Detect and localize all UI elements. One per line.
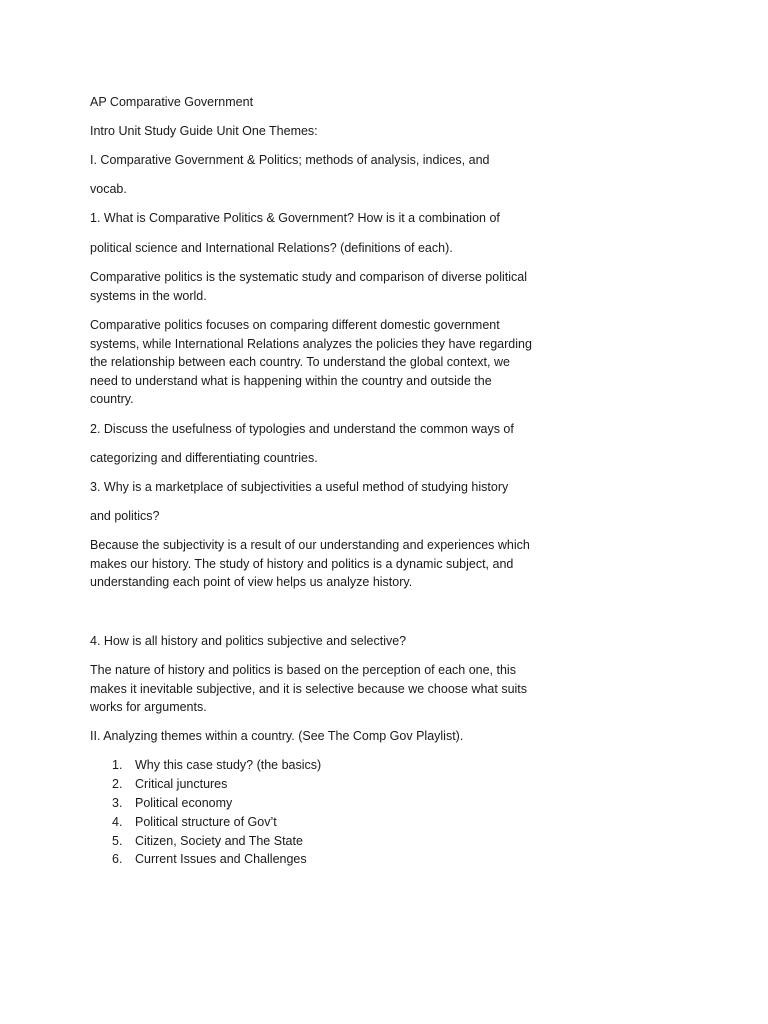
question-4: 4. How is all history and politics subjective and selective? xyxy=(90,634,407,648)
question-1-line-2: political science and International Relations? (definitions of each). xyxy=(90,241,453,255)
list-number: 4. xyxy=(112,814,123,829)
section-two-heading: II. Analyzing themes within a country. (See The Comp Gov Playlist). xyxy=(90,729,464,743)
answer-line: works for arguments. xyxy=(90,700,207,715)
answer-line: makes our history. The study of history and politics is a dynamic subject, and xyxy=(90,556,514,571)
list-number: 6. xyxy=(112,852,123,867)
answer-line: the relationship between each country. To understand the global context, we xyxy=(90,355,510,370)
list-text: Citizen, Society and The State xyxy=(135,833,303,848)
answer-line: systems, while International Relations analyzes the policies they have regarding xyxy=(90,336,532,351)
list-text: Political economy xyxy=(135,795,233,810)
list-text: Current Issues and Challenges xyxy=(135,852,307,867)
answer-1b-paragraph xyxy=(90,316,540,409)
list-text: Critical junctures xyxy=(135,776,228,791)
answer-line: makes it inevitable subjective, and it is selective because we choose what suits xyxy=(90,681,528,696)
list-text: Why this case study? (the basics) xyxy=(135,758,322,772)
answer-line: Comparative politics is the systematic study and comparison of diverse political xyxy=(90,270,527,284)
answer-line: Comparative politics focuses on comparing different domestic government xyxy=(90,318,500,332)
study-guide-heading: Intro Unit Study Guide Unit One Themes: xyxy=(90,124,318,138)
list-number: 2. xyxy=(112,776,123,791)
answer-line: understanding each point of view helps us analyze history. xyxy=(90,575,413,590)
answer-line: need to understand what is happening within the country and outside the xyxy=(90,373,492,388)
question-3-line-1: 3. Why is a marketplace of subjectivities a useful method of studying history xyxy=(90,480,509,494)
question-2-line-2: categorizing and differentiating countries. xyxy=(90,451,318,465)
course-title: AP Comparative Government xyxy=(90,95,254,109)
list-text: Political structure of Gov’t xyxy=(135,814,277,829)
question-2-line-1: 2. Discuss the usefulness of typologies and understand the common ways of xyxy=(90,422,514,436)
answer-1a-paragraph xyxy=(90,268,540,305)
answer-line: country. xyxy=(90,392,134,407)
answer-line: The nature of history and politics is based on the perception of each one, this xyxy=(90,663,516,677)
section-one-heading-line-1: I. Comparative Government & Politics; methods of analysis, indices, and xyxy=(90,153,490,167)
answer-3-paragraph xyxy=(90,536,540,592)
answer-line: systems in the world. xyxy=(90,288,207,303)
answer-4-paragraph xyxy=(90,661,540,717)
list-number: 3. xyxy=(112,795,123,810)
answer-line: Because the subjectivity is a result of our understanding and experiences which xyxy=(90,538,530,552)
list-number: 1. xyxy=(112,758,123,772)
list-number: 5. xyxy=(112,833,123,848)
question-3-line-2: and politics? xyxy=(90,509,160,523)
question-1-line-1: 1. What is Comparative Politics & Government? How is it a combination of xyxy=(90,211,500,225)
section-one-heading-line-2: vocab. xyxy=(90,182,127,196)
